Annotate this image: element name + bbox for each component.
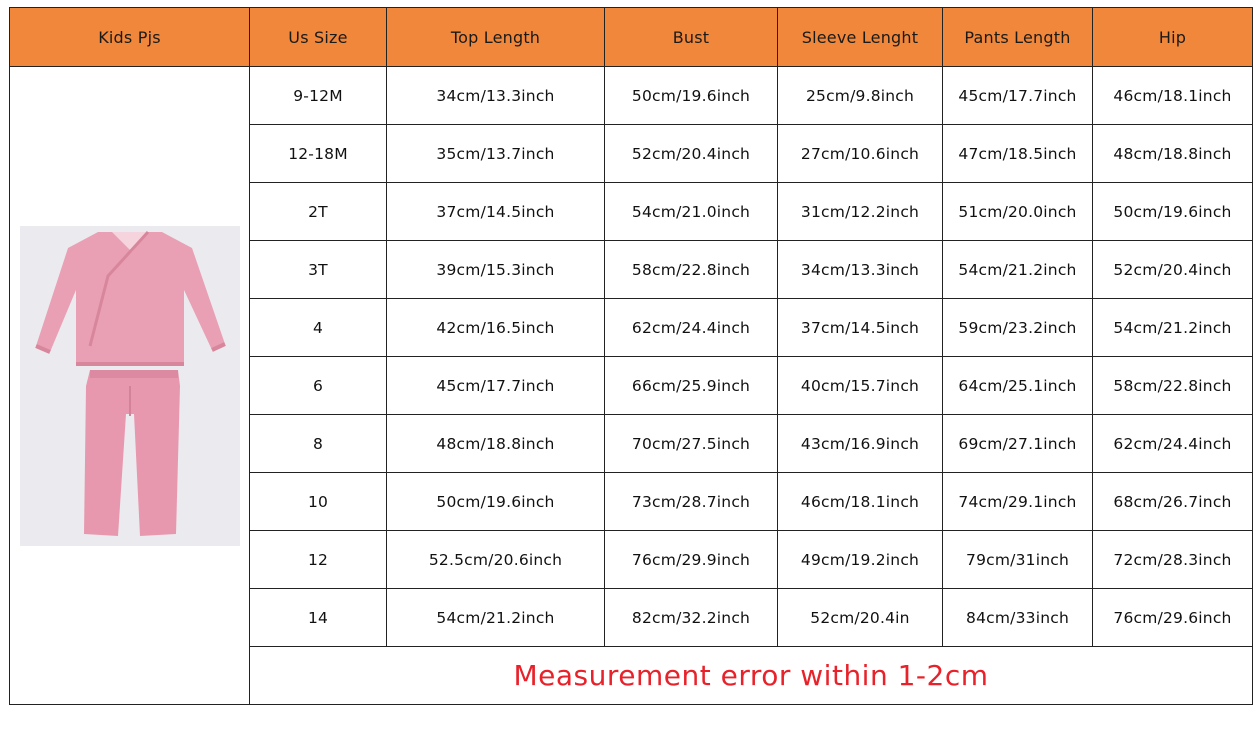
cell-bust: 73cm/28.7inch	[605, 473, 778, 531]
cell-us-size: 6	[250, 357, 387, 415]
cell-sleeve-length: 34cm/13.3inch	[778, 241, 943, 299]
measurement-note: Measurement error within 1-2cm	[513, 659, 989, 692]
cell-sleeve-length: 46cm/18.1inch	[778, 473, 943, 531]
cell-sleeve-length: 27cm/10.6inch	[778, 125, 943, 183]
cell-sleeve-length: 25cm/9.8inch	[778, 67, 943, 125]
header-top-length: Top Length	[387, 8, 605, 67]
cell-top-length: 35cm/13.7inch	[387, 125, 605, 183]
cell-pants-length: 79cm/31inch	[943, 531, 1093, 589]
cell-sleeve-length: 43cm/16.9inch	[778, 415, 943, 473]
cell-us-size: 9-12M	[250, 67, 387, 125]
cell-bust: 82cm/32.2inch	[605, 589, 778, 647]
cell-top-length: 34cm/13.3inch	[387, 67, 605, 125]
cell-top-length: 50cm/19.6inch	[387, 473, 605, 531]
cell-hip: 58cm/22.8inch	[1093, 357, 1253, 415]
cell-pants-length: 64cm/25.1inch	[943, 357, 1093, 415]
cell-top-length: 48cm/18.8inch	[387, 415, 605, 473]
cell-hip: 68cm/26.7inch	[1093, 473, 1253, 531]
cell-bust: 76cm/29.9inch	[605, 531, 778, 589]
header-row	[10, 8, 1253, 67]
cell-sleeve-length: 40cm/15.7inch	[778, 357, 943, 415]
cell-sleeve-length: 37cm/14.5inch	[778, 299, 943, 357]
cell-bust: 50cm/19.6inch	[605, 67, 778, 125]
cell-sleeve-length: 52cm/20.4in	[778, 589, 943, 647]
cell-bust: 62cm/24.4inch	[605, 299, 778, 357]
cell-bust: 58cm/22.8inch	[605, 241, 778, 299]
cell-pants-length: 51cm/20.0inch	[943, 183, 1093, 241]
table-row	[10, 67, 1253, 125]
cell-top-length: 39cm/15.3inch	[387, 241, 605, 299]
product-image-cell	[10, 67, 250, 705]
cell-pants-length: 45cm/17.7inch	[943, 67, 1093, 125]
cell-hip: 62cm/24.4inch	[1093, 415, 1253, 473]
cell-us-size: 4	[250, 299, 387, 357]
cell-top-length: 45cm/17.7inch	[387, 357, 605, 415]
header-kids-pjs: Kids Pjs	[10, 8, 250, 67]
cell-hip: 52cm/20.4inch	[1093, 241, 1253, 299]
cell-top-length: 37cm/14.5inch	[387, 183, 605, 241]
header-hip: Hip	[1093, 8, 1253, 67]
cell-hip: 54cm/21.2inch	[1093, 299, 1253, 357]
cell-hip: 72cm/28.3inch	[1093, 531, 1253, 589]
cell-us-size: 14	[250, 589, 387, 647]
cell-us-size: 10	[250, 473, 387, 531]
cell-bust: 52cm/20.4inch	[605, 125, 778, 183]
cell-pants-length: 47cm/18.5inch	[943, 125, 1093, 183]
cell-hip: 50cm/19.6inch	[1093, 183, 1253, 241]
cell-pants-length: 59cm/23.2inch	[943, 299, 1093, 357]
header-pants-length: Pants Length	[943, 8, 1093, 67]
size-chart	[9, 7, 1253, 705]
measurement-note-cell	[250, 647, 1253, 705]
cell-sleeve-length: 49cm/19.2inch	[778, 531, 943, 589]
cell-us-size: 8	[250, 415, 387, 473]
cell-pants-length: 74cm/29.1inch	[943, 473, 1093, 531]
cell-hip: 48cm/18.8inch	[1093, 125, 1253, 183]
header-bust: Bust	[605, 8, 778, 67]
cell-pants-length: 84cm/33inch	[943, 589, 1093, 647]
cell-sleeve-length: 31cm/12.2inch	[778, 183, 943, 241]
cell-us-size: 12-18M	[250, 125, 387, 183]
cell-top-length: 54cm/21.2inch	[387, 589, 605, 647]
cell-us-size: 12	[250, 531, 387, 589]
header-sleeve-length: Sleeve Lenght	[778, 8, 943, 67]
cell-hip: 76cm/29.6inch	[1093, 589, 1253, 647]
size-table	[9, 7, 1253, 705]
cell-bust: 54cm/21.0inch	[605, 183, 778, 241]
cell-hip: 46cm/18.1inch	[1093, 67, 1253, 125]
cell-pants-length: 54cm/21.2inch	[943, 241, 1093, 299]
cell-us-size: 2T	[250, 183, 387, 241]
cell-pants-length: 69cm/27.1inch	[943, 415, 1093, 473]
header-us-size: Us Size	[250, 8, 387, 67]
pink-pajama-set-icon	[20, 226, 240, 546]
cell-bust: 66cm/25.9inch	[605, 357, 778, 415]
cell-bust: 70cm/27.5inch	[605, 415, 778, 473]
cell-top-length: 42cm/16.5inch	[387, 299, 605, 357]
cell-top-length: 52.5cm/20.6inch	[387, 531, 605, 589]
cell-us-size: 3T	[250, 241, 387, 299]
